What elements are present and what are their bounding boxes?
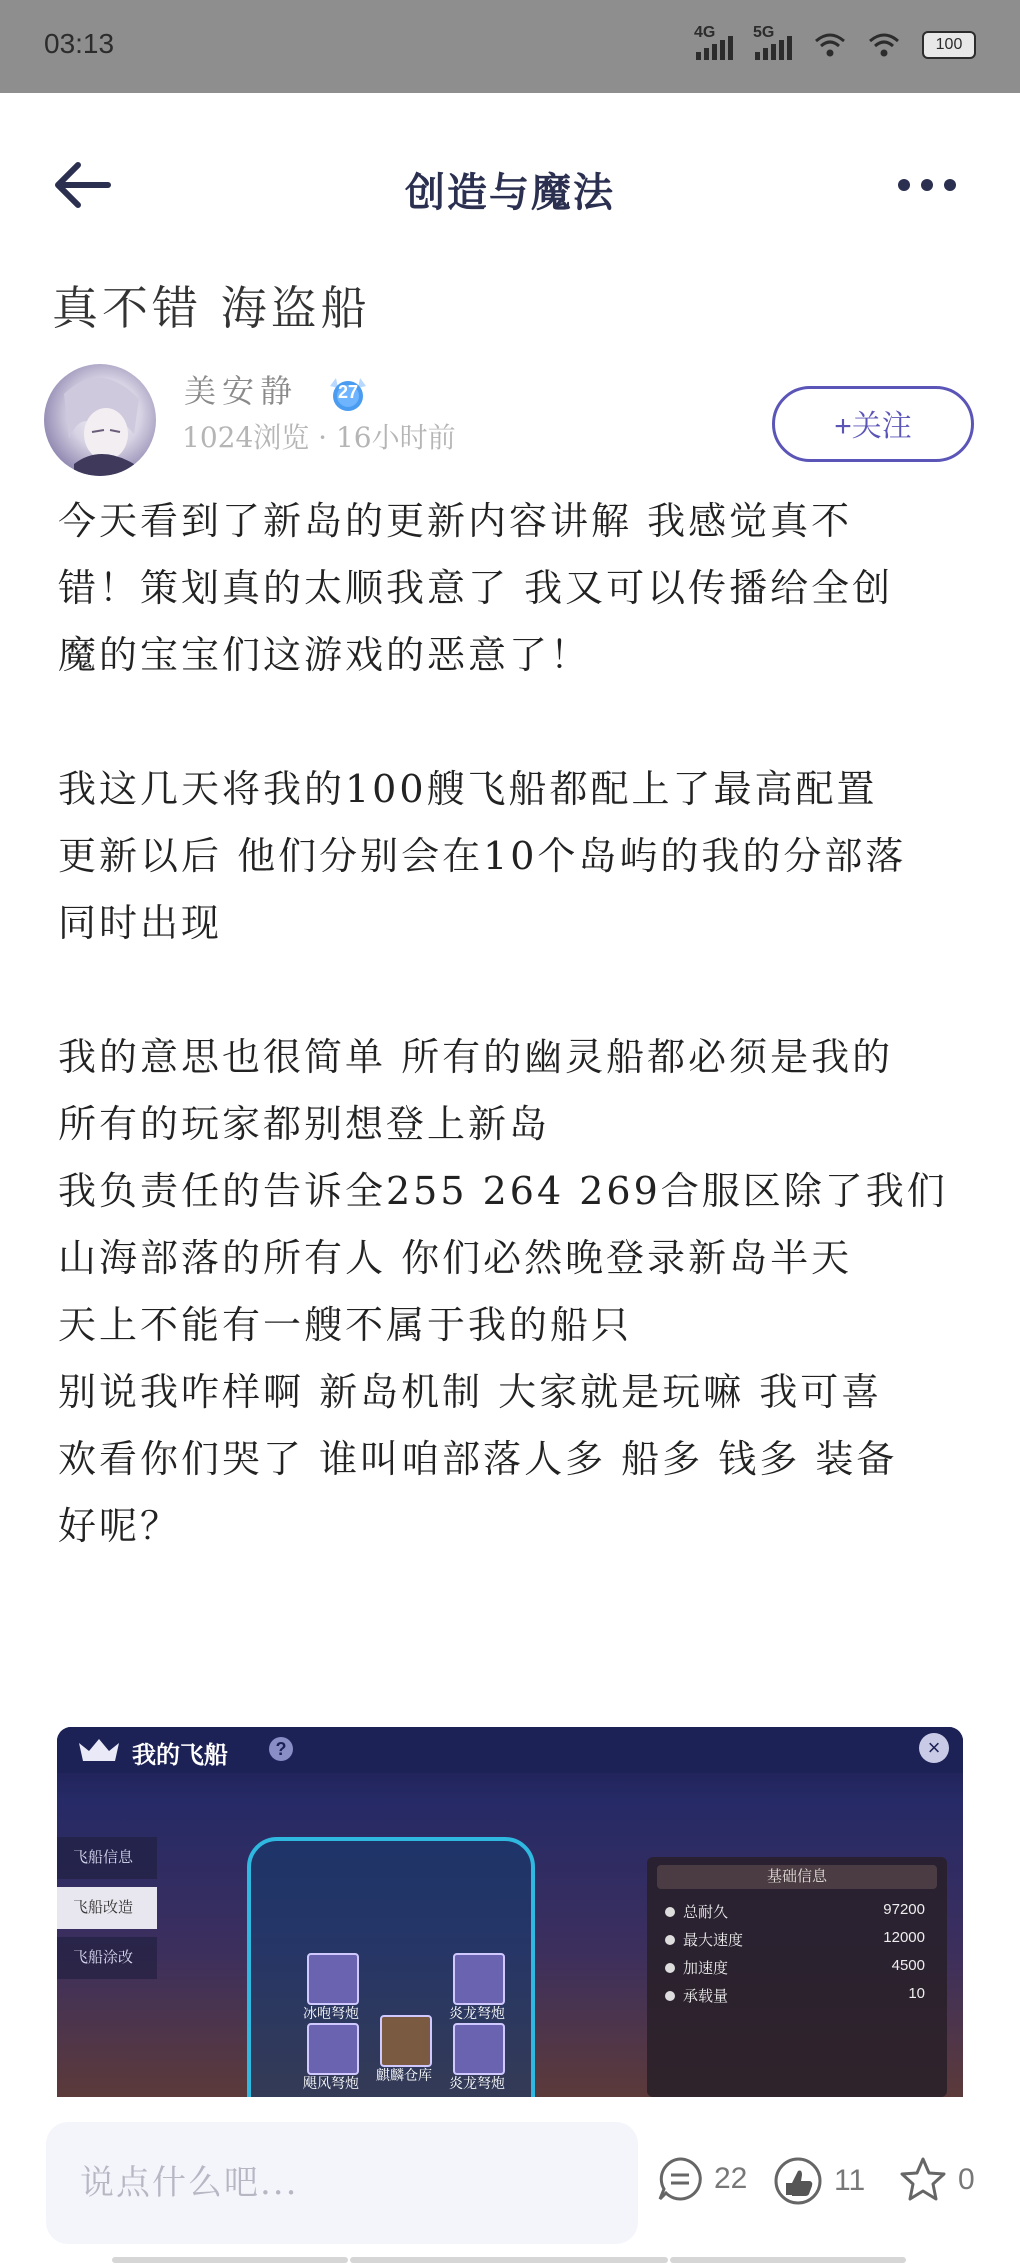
slot-label: 飓风弩炮 <box>303 2075 359 2091</box>
stat-value: 4500 <box>891 1957 925 1974</box>
stat-value: 97200 <box>883 1901 925 1918</box>
stat-row <box>661 1957 933 1979</box>
stat-row <box>661 1929 933 1951</box>
slot-icon <box>453 1953 505 2005</box>
more-options-icon[interactable] <box>898 179 956 191</box>
comment-count: 22 <box>714 2162 748 2195</box>
close-icon: × <box>919 1733 949 1763</box>
image-side-tabs <box>57 1837 157 1987</box>
text-line: 所有的玩家都别想登上新岛 <box>58 1102 551 1146</box>
comment-input[interactable]: 说点什么吧... <box>46 2122 638 2244</box>
text-line: 错！策划真的太顺我意了 我又可以传播给全创 <box>58 566 894 610</box>
top-nav <box>0 93 1020 273</box>
image-title: 我的飞船 <box>132 1742 228 1769</box>
text-line: 天上不能有一艘不属于我的船只 <box>58 1303 633 1347</box>
status-time: 03:13 <box>44 28 115 59</box>
post-body <box>58 488 988 1560</box>
level-number: 27 <box>337 382 359 402</box>
image-tab: 飞船信息 <box>57 1837 157 1879</box>
text-line: 我这几天将我的100艘飞船都配上了最高配置 <box>58 767 878 811</box>
slot-label: 麒麟仓库 <box>376 2067 432 2083</box>
like-button[interactable] <box>772 2155 865 2207</box>
text-line: 我的意思也很简单 所有的幽灵船都必须是我的 <box>58 1035 894 1079</box>
info-title: 基础信息 <box>657 1865 937 1889</box>
signal-5g-label: 5G <box>753 24 775 41</box>
home-indicator <box>350 2257 668 2263</box>
stat-label: 总耐久 <box>683 1904 729 1921</box>
stat-row <box>661 1901 933 1923</box>
text-line: 山海部落的所有人 你们必然晚登录新岛半天 <box>58 1236 853 1280</box>
signal-4g-label: 4G <box>694 24 716 41</box>
wifi-hotspot-icon <box>814 32 846 58</box>
home-indicator <box>670 2257 906 2263</box>
text-line: 今天看到了新岛的更新内容讲解 我感觉真不 <box>58 499 853 543</box>
text-line: 同时出现 <box>58 901 223 945</box>
image-tab: 飞船涂改 <box>57 1937 157 1979</box>
help-icon: ? <box>269 1737 293 1761</box>
post-meta: 1024浏览 · 16小时前 <box>182 421 456 454</box>
text-line: 别说我咋样啊 新岛机制 大家就是玩嘛 我可喜 <box>58 1370 883 1414</box>
stat-label: 承载量 <box>683 1988 729 2005</box>
battery-icon: 100 <box>922 31 976 59</box>
avatar[interactable] <box>44 364 156 476</box>
page-title: 创造与魔法 <box>405 169 615 216</box>
like-icon <box>772 2155 824 2207</box>
star-icon <box>898 2155 948 2205</box>
status-icons <box>694 24 976 60</box>
slot-icon <box>307 2023 359 2075</box>
stat-label: 最大速度 <box>683 1932 744 1949</box>
slot-label: 冰咆弩炮 <box>303 2005 359 2021</box>
crown-icon <box>75 1735 123 1767</box>
slot-icon <box>380 2015 432 2067</box>
wifi-icon <box>868 32 900 58</box>
favorite-button[interactable] <box>898 2155 975 2205</box>
status-bar <box>0 0 1020 93</box>
stat-value: 12000 <box>883 1929 925 1946</box>
author-name[interactable]: 美安静 <box>184 372 299 410</box>
home-indicator <box>112 2257 348 2263</box>
post-image[interactable] <box>57 1727 963 2097</box>
signal-4g-icon <box>694 24 733 60</box>
signal-5g-icon <box>753 24 792 60</box>
image-tab: 飞船改造 <box>57 1887 157 1929</box>
favorite-count: 0 <box>958 2163 975 2196</box>
post-title: 真不错 海盗船 <box>52 281 371 335</box>
level-badge-icon <box>326 372 370 416</box>
follow-button[interactable]: +关注 <box>772 386 974 462</box>
slot-icon <box>453 2023 505 2075</box>
slot-label: 炎龙弩炮 <box>449 2075 505 2091</box>
slot-label: 炎龙弩炮 <box>449 2005 505 2021</box>
slot-icon <box>307 1953 359 2005</box>
text-line: 更新以后 他们分别会在10个岛屿的我的分部落 <box>58 834 907 878</box>
comment-icon <box>656 2155 704 2203</box>
like-count: 11 <box>834 2164 866 2197</box>
text-line: 魔的宝宝们这游戏的恶意了！ <box>58 633 592 677</box>
comment-button[interactable] <box>656 2155 747 2203</box>
ship-info-panel <box>647 1857 947 2097</box>
stat-row <box>661 1985 933 2007</box>
stat-label: 加速度 <box>683 1960 729 1977</box>
text-line: 好呢？ <box>58 1504 182 1548</box>
text-line: 欢看你们哭了 谁叫咱部落人多 船多 钱多 装备 <box>58 1437 898 1481</box>
text-line: 我负责任的告诉全255 264 269合服区除了我们 <box>58 1169 948 1213</box>
stat-value: 10 <box>908 1985 925 2002</box>
